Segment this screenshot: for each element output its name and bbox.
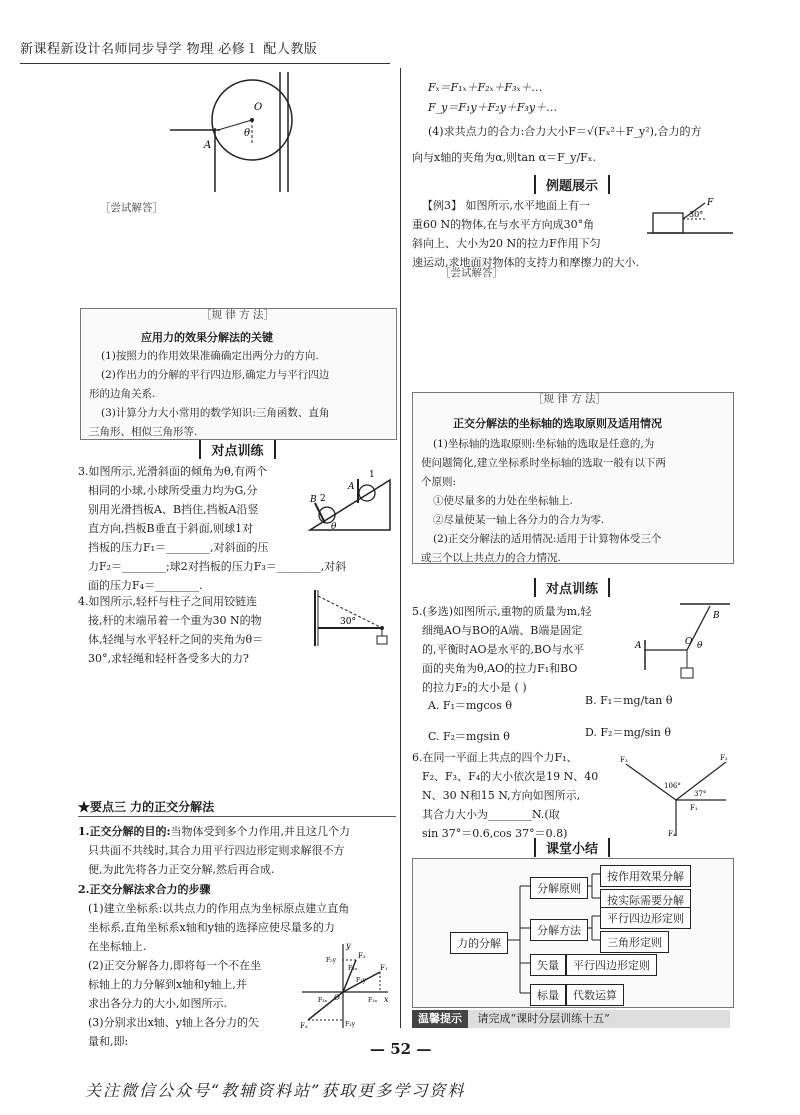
label-theta: θ (244, 128, 251, 139)
svg-text:O: O (685, 637, 693, 647)
svg-text:B: B (713, 611, 720, 621)
option-d[interactable]: D. F₂＝mg/sin θ (585, 726, 672, 739)
formula-fy: F_y＝F₁y＋F₂y＋F₃y＋… (428, 101, 558, 114)
summary-title: 课堂小结 (412, 838, 732, 857)
option-c[interactable]: C. F₂＝mgsin θ (428, 730, 510, 743)
svg-text:F₁: F₁ (380, 964, 388, 972)
method-box-1 (80, 308, 397, 440)
method-box-2: ［规 律 方 法］ 正交分解法的坐标轴的选取原则及适用情况 (1)坐标轴的选取原则:坐标轴的选取是任意的,为 使问题简化,建立坐标系时坐标轴的选取一般有以下两 个原则: ①使尽量多的力处在坐标轴上. ②尽量使某一轴上各分力的合力为零. (2)正交分解法的适用情况:适用于计算物体受三个 或三个以上共点力的合力情况. (412, 392, 734, 564)
svg-text:F₂ₓ: F₂ₓ (348, 965, 358, 972)
section-1: 1.正交分解的目的:当物体受到多个力作用,并且这几个力 只共面不共线时,其合力用平行四边形定则求解很不方 便,为此先将各力正交分解,然后再合成. (78, 825, 351, 876)
resultant-line-2: 向与x轴的夹角为α,则tan α＝F_y/Fₓ. (412, 151, 596, 164)
svg-text:F₁y: F₁y (356, 977, 366, 984)
svg-text:F₂: F₂ (720, 754, 728, 762)
tree-node-principle: 分解原则 (530, 877, 588, 899)
option-a[interactable]: A. F₁＝mgcos θ (428, 699, 512, 712)
tree-node-scalar: 标量 (530, 984, 566, 1006)
ball-wall-figure (170, 70, 310, 195)
svg-text:F₄: F₄ (668, 830, 676, 838)
label-o: O (254, 102, 263, 113)
svg-text:F₃: F₃ (620, 756, 628, 764)
svg-text:F₁ₓ: F₁ₓ (368, 997, 378, 1004)
label-a: A (348, 482, 355, 492)
training-title-right: 对点训练 (412, 578, 732, 597)
svg-text:F₃y: F₃y (345, 1021, 355, 1028)
label-b: B (310, 495, 317, 505)
tree-leaf: 按实际需要分解 (600, 889, 691, 911)
column-divider (400, 68, 401, 1028)
tree-leaf: 代数运算 (566, 984, 624, 1006)
method-lines: (1)按照力的作用效果准确确定出两分力的方向. (2)作出力的分解的平行四边形,确定力与平行四边 形的边角关系. (3)计算分力大小常用的数学知识:三角函数、直角 三角形、相似三角形等. (89, 350, 330, 438)
svg-text:x: x (384, 995, 389, 1004)
try-answer-label-2: ［尝试解答］ (440, 267, 503, 279)
svg-text:F₂y: F₂y (326, 957, 336, 964)
incline-figure (305, 465, 395, 535)
key-point-rule (78, 816, 396, 817)
label-theta: θ (331, 522, 337, 532)
rope-angle-figure (625, 600, 735, 685)
four-forces-figure (618, 752, 733, 840)
svg-text:106°: 106° (664, 782, 681, 790)
question-4: 4.如图所示,轻杆与柱子之间用铰链连 接,杆的末端吊着一个重为30 N的物 体,轻绳与水平轻杆之间的夹角为θ＝ 30°,求轻绳和轻杆各受多大的力? (78, 595, 264, 665)
svg-text:F₃: F₃ (300, 1022, 308, 1030)
question-5: 5.(多选)如图所示,重物的质量为m,轻 细绳AO与BO的A端、B端是固定 的,平衡时AO是水平的,BO与水平 面的夹角为θ,AO的拉力F₁和BO 的拉力F₂的大小是 ( ) (412, 605, 592, 694)
svg-text:θ: θ (697, 641, 703, 651)
option-b[interactable]: B. F₁＝mg/tan θ (585, 694, 673, 707)
tree-root: 力的分解 (450, 932, 508, 954)
question-6: 6.在同一平面上共点的四个力F₁、 F₂、F₃、F₄的大小依次是19 N、40 N、30 N和15 N,方向如图所示, 其合力大小为________N.(取 sin 37°＝0.6,cos 37°＝0.8) (412, 751, 599, 840)
svg-text:F₃ₓ: F₃ₓ (318, 997, 328, 1004)
page-header: 新课程新设计名师同步导学 物理 必修１ 配人教版 (20, 42, 318, 57)
tree-leaf: 平行四边形定则 (566, 954, 657, 976)
tree-node-method: 分解方法 (530, 919, 588, 941)
label-1: 1 (369, 470, 375, 480)
rod-rope-figure (310, 588, 395, 648)
resultant-line-1: (4)求共点力的合力:合力大小F＝√(Fₓ²＋F_y²),合力的方 (428, 125, 702, 138)
example-3: 【例3】 如图所示,水平地面上有一 重60 N的物体,在与水平方向成30°角 斜向上、大小为20 N的拉力F作用下匀 速运动,求地面对物体的支持力和摩擦力的大小. (412, 199, 639, 269)
label-a: A (204, 140, 212, 151)
tree-leaf: 按作用效果分解 (600, 865, 691, 887)
tree-node-vector: 矢量 (530, 954, 566, 976)
question-3: 3.如图所示,光滑斜面的倾角为θ,有两个 相同的小球,小球所受重力均为G,分 别用光滑挡板A、B挡住,挡板A沿竖 直方向,挡板B垂直于斜面,则球1对 挡板的压力F₁＝________,对斜面的压 力F₂＝________;球2对挡板的压力F₃＝________,对斜 面的压力F₄＝________. (78, 465, 347, 592)
section-2: 2.正交分解法求合力的步骤 (1)建立坐标系:以共点力的作用点为坐标原点建立直角 坐标系,直角坐标系x轴和y轴的选择应使尽量多的力 在坐标轴上. (2)正交分解各力,即将每一个不在坐 标轴上的力分解到x轴和y轴上,并 求出各分力的大小,如图所示. (3)分别求出x轴、y轴上各分力的矢 量和,即: (78, 883, 350, 1048)
svg-text:A: A (635, 641, 642, 651)
method-tag: ［规 律 方 法］ (201, 309, 275, 321)
angle-label: 30° (340, 617, 356, 627)
training-title-left: 对点训练 (80, 440, 395, 459)
svg-text:y: y (346, 941, 351, 950)
example-title: 例题展示 (412, 175, 732, 194)
svg-text:30°: 30° (689, 210, 704, 219)
method-title: 应用力的效果分解法的关键 (141, 331, 273, 344)
orthogonal-axes-figure (298, 940, 393, 1032)
svg-text:F: F (707, 198, 714, 208)
try-answer-label-1: ［尝试解答］ (100, 202, 163, 214)
formula-fx: Fₓ＝F₁ₓ＋F₂ₓ＋F₃ₓ＋… (428, 81, 543, 94)
svg-text:O: O (334, 994, 340, 1002)
tree-leaf: 三角形定则 (600, 931, 669, 953)
tree-leaf: 平行四边形定则 (600, 907, 691, 929)
reminder-bar (412, 1010, 730, 1028)
svg-text:F₁: F₁ (690, 804, 698, 812)
label-2: 2 (320, 494, 326, 504)
reminder-label: 温馨提示 (412, 1010, 468, 1028)
page-number: — 52 — (370, 1040, 432, 1058)
key-point-heading: ★要点三 力的正交分解法 (78, 800, 215, 814)
svg-text:37°: 37° (694, 790, 707, 798)
block-pull-figure (645, 195, 735, 237)
header-rule (20, 63, 390, 64)
footer-note: 关注微信公众号“教辅资料站”获取更多学习资料 (85, 1081, 466, 1100)
svg-text:F₂: F₂ (358, 952, 366, 960)
reminder-text: 请完成“课时分层训练十五” (477, 1012, 610, 1025)
